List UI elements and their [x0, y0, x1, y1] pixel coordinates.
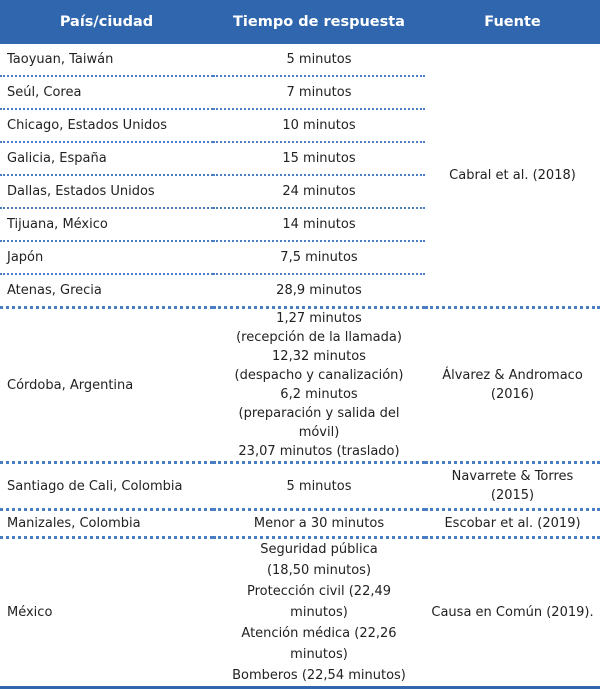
- cell-city: Santiago de Cali, Colombia: [0, 463, 213, 510]
- table-row-cali: [0, 463, 600, 510]
- table-row-cordoba: [0, 308, 600, 463]
- cell-time: 14 minutos: [213, 208, 425, 241]
- cell-source-cabral: Cabral et al. (2018): [449, 167, 576, 183]
- header-response-time: Tiempo de respuesta: [213, 0, 425, 44]
- time-line: Seguridad pública: [260, 542, 378, 557]
- header-country: País/ciudad: [0, 0, 213, 44]
- cell-time: Menor a 30 minutos: [213, 510, 425, 538]
- table-row-mexico: [0, 538, 600, 688]
- source-line: Álvarez & Andromaco: [442, 368, 583, 383]
- time-line: (18,50 minutos): [266, 563, 372, 578]
- cell-source: [425, 308, 600, 463]
- time-line: Protección civil (22,49 minutos): [246, 584, 392, 620]
- cell-city: Dallas, Estados Unidos: [0, 175, 213, 208]
- source-line: (2016): [490, 387, 535, 402]
- time-line: (preparación y salida del móvil): [238, 406, 400, 440]
- cell-city: Taoyuan, Taiwán: [0, 44, 213, 76]
- table-row: [0, 44, 600, 76]
- cell-time: 24 minutos: [213, 175, 425, 208]
- cell-city: Japón: [0, 241, 213, 274]
- cell-time: 28,9 minutos: [276, 283, 362, 298]
- cell-time: 15 minutos: [213, 142, 425, 175]
- time-line: (despacho y canalización): [234, 368, 404, 383]
- cell-time-multiline: [213, 538, 425, 688]
- time-line: (recepción de la llamada): [236, 330, 402, 345]
- cell-city: Manizales, Colombia: [0, 510, 213, 538]
- cell-city: Tijuana, México: [0, 208, 213, 241]
- time-line: 6,2 minutos: [280, 387, 358, 402]
- header-source: Fuente: [425, 0, 600, 44]
- cell-city: Galicia, España: [0, 142, 213, 175]
- cell-time: 5 minutos: [213, 44, 425, 76]
- time-line: 1,27 minutos: [276, 311, 362, 326]
- time-line: Atención médica (22,26 minutos): [241, 626, 397, 662]
- cell-city: México: [0, 538, 213, 688]
- table-row-manizales: [0, 510, 600, 538]
- cell-time-multiline: [213, 308, 425, 463]
- source-line: Navarrete & Torres: [451, 469, 574, 484]
- cell-time: 5 minutos: [213, 463, 425, 510]
- cell-source: [425, 463, 600, 510]
- cell-city: Córdoba, Argentina: [0, 308, 213, 463]
- cell-time: 10 minutos: [213, 109, 425, 142]
- cell-source: Causa en Común (2019).: [425, 538, 600, 688]
- cell-city: Chicago, Estados Unidos: [0, 109, 213, 142]
- cell-city: Seúl, Corea: [0, 76, 213, 109]
- time-line: 12,32 minutos: [272, 349, 366, 364]
- cell-time: 7 minutos: [213, 76, 425, 109]
- cell-time: 7,5 minutos: [213, 241, 425, 274]
- time-line: 23,07 minutos (traslado): [238, 444, 400, 459]
- time-line: Bomberos (22,54 minutos): [232, 668, 406, 683]
- source-line: (2015): [490, 488, 535, 503]
- table-header-row: [0, 0, 600, 44]
- cell-source: Escobar et al. (2019): [425, 510, 600, 538]
- cell-city: Atenas, Grecia: [7, 283, 102, 298]
